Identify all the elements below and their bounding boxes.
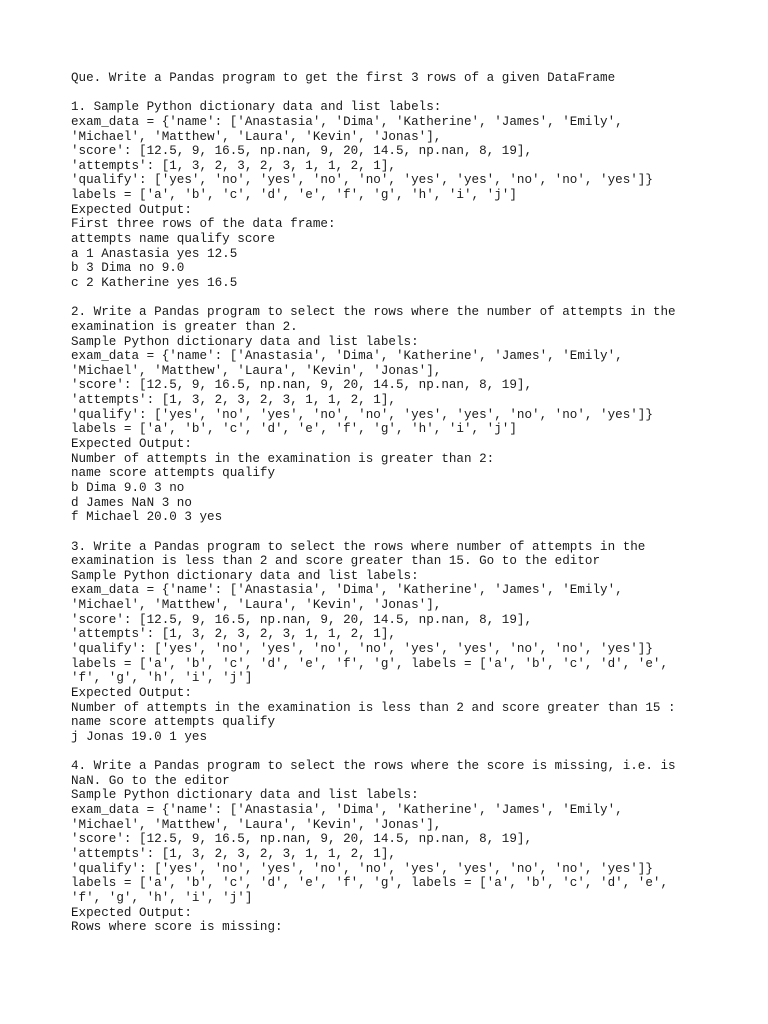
question-4-line: 'qualify': ['yes', 'no', 'yes', 'no', 'no', 'yes', 'yes', 'no', 'no', 'yes']}	[71, 861, 653, 876]
question-3-line: name score attempts qualify	[71, 715, 276, 730]
question-3-line: 'qualify': ['yes', 'no', 'yes', 'no', 'no', 'yes', 'yes', 'no', 'no', 'yes']}	[71, 641, 653, 656]
question-2-line: examination is greater than 2.	[71, 319, 298, 334]
question-2-line: 'qualify': ['yes', 'no', 'yes', 'no', 'no', 'yes', 'yes', 'no', 'no', 'yes']}	[71, 407, 653, 422]
question-3-line: Sample Python dictionary data and list labels:	[71, 568, 419, 583]
question-1-line: labels = ['a', 'b', 'c', 'd', 'e', 'f', 'g', 'h', 'i', 'j']	[71, 188, 517, 203]
question-1-line: attempts name qualify score	[71, 232, 276, 247]
question-4-line: labels = ['a', 'b', 'c', 'd', 'e', 'f', 'g', labels = ['a', 'b', 'c', 'd', 'e',	[71, 876, 669, 891]
question-4-line: 'Michael', 'Matthew', 'Laura', 'Kevin', 'Jonas'],	[71, 817, 442, 832]
question-2-line: 'attempts': [1, 3, 2, 3, 2, 3, 1, 1, 2, 1],	[71, 393, 396, 408]
question-4-line: 4. Write a Pandas program to select the rows where the score is missing, i.e. is	[71, 759, 676, 774]
question-2-line: b Dima 9.0 3 no	[71, 480, 185, 495]
question-3-line: 'Michael', 'Matthew', 'Laura', 'Kevin', 'Jonas'],	[71, 598, 442, 613]
question-2-line: f Michael 20.0 3 yes	[71, 510, 223, 525]
question-1-line: 'score': [12.5, 9, 16.5, np.nan, 9, 20, 14.5, np.nan, 8, 19],	[71, 144, 533, 159]
question-2-line: Expected Output:	[71, 437, 192, 452]
section-gap	[71, 86, 751, 101]
question-1-line: exam_data = {'name': ['Anastasia', 'Dima', 'Katherine', 'James', 'Emily',	[71, 114, 623, 129]
question-2-line: Sample Python dictionary data and list labels:	[71, 334, 419, 349]
question-3-line: Expected Output:	[71, 685, 192, 700]
question-4-line: 'score': [12.5, 9, 16.5, np.nan, 9, 20, 14.5, np.nan, 8, 19],	[71, 832, 533, 847]
question-2-line: exam_data = {'name': ['Anastasia', 'Dima', 'Katherine', 'James', 'Emily',	[71, 349, 623, 364]
question-4-line: Expected Output:	[71, 905, 192, 920]
document-title: Que. Write a Pandas program to get the first 3 rows of a given DataFrame	[71, 71, 616, 85]
question-3-line: 'attempts': [1, 3, 2, 3, 2, 3, 1, 1, 2, 1],	[71, 627, 396, 642]
question-2-line: 2. Write a Pandas program to select the rows where the number of attempts in the	[71, 305, 676, 320]
question-3-line: j Jonas 19.0 1 yes	[71, 729, 208, 744]
question-4-line: 'attempts': [1, 3, 2, 3, 2, 3, 1, 1, 2, 1],	[71, 846, 396, 861]
question-4-line: exam_data = {'name': ['Anastasia', 'Dima', 'Katherine', 'James', 'Emily',	[71, 803, 623, 818]
question-1-line: 'qualify': ['yes', 'no', 'yes', 'no', 'no', 'yes', 'yes', 'no', 'no', 'yes']}	[71, 173, 653, 188]
question-3-line: exam_data = {'name': ['Anastasia', 'Dima', 'Katherine', 'James', 'Emily',	[71, 583, 623, 598]
question-1-line: Expected Output:	[71, 202, 192, 217]
question-3-line: 'score': [12.5, 9, 16.5, np.nan, 9, 20, 14.5, np.nan, 8, 19],	[71, 612, 533, 627]
question-3-line: Number of attempts in the examination is less than 2 and score greater than 15 :	[71, 700, 676, 715]
question-1-line: 'Michael', 'Matthew', 'Laura', 'Kevin', 'Jonas'],	[71, 129, 442, 144]
question-4-line: Sample Python dictionary data and list labels:	[71, 788, 419, 803]
question-2-line: 'Michael', 'Matthew', 'Laura', 'Kevin', 'Jonas'],	[71, 363, 442, 378]
question-4-line: Rows where score is missing:	[71, 920, 283, 935]
question-2-line: Number of attempts in the examination is greater than 2:	[71, 451, 495, 466]
question-2-line: labels = ['a', 'b', 'c', 'd', 'e', 'f', 'g', 'h', 'i', 'j']	[71, 422, 517, 437]
question-1-line: First three rows of the data frame:	[71, 217, 336, 232]
question-4-line: NaN. Go to the editor	[71, 773, 230, 788]
question-1-line: a 1 Anastasia yes 12.5	[71, 246, 238, 261]
question-3-line: labels = ['a', 'b', 'c', 'd', 'e', 'f', 'g', labels = ['a', 'b', 'c', 'd', 'e',	[71, 656, 669, 671]
section-gap	[71, 525, 751, 540]
question-2-line: d James NaN 3 no	[71, 495, 192, 510]
document-page	[71, 71, 751, 935]
question-1-line: b 3 Dima no 9.0	[71, 261, 185, 276]
question-3-line: examination is less than 2 and score greater than 15. Go to the editor	[71, 554, 601, 569]
question-2	[71, 305, 751, 525]
question-2-line: name score attempts qualify	[71, 466, 276, 481]
question-2-line: 'score': [12.5, 9, 16.5, np.nan, 9, 20, 14.5, np.nan, 8, 19],	[71, 378, 533, 393]
question-3-line: 3. Write a Pandas program to select the rows where number of attempts in the	[71, 539, 646, 554]
section-gap	[71, 744, 751, 759]
question-4	[71, 759, 751, 935]
section-gap	[71, 291, 751, 306]
question-4-line: 'f', 'g', 'h', 'i', 'j']	[71, 890, 253, 905]
question-1	[71, 100, 751, 290]
question-3	[71, 540, 751, 745]
question-1-line: c 2 Katherine yes 16.5	[71, 275, 238, 290]
question-1-line: 'attempts': [1, 3, 2, 3, 2, 3, 1, 1, 2, 1],	[71, 158, 396, 173]
question-3-line: 'f', 'g', 'h', 'i', 'j']	[71, 671, 253, 686]
question-1-line: 1. Sample Python dictionary data and list labels:	[71, 100, 442, 115]
